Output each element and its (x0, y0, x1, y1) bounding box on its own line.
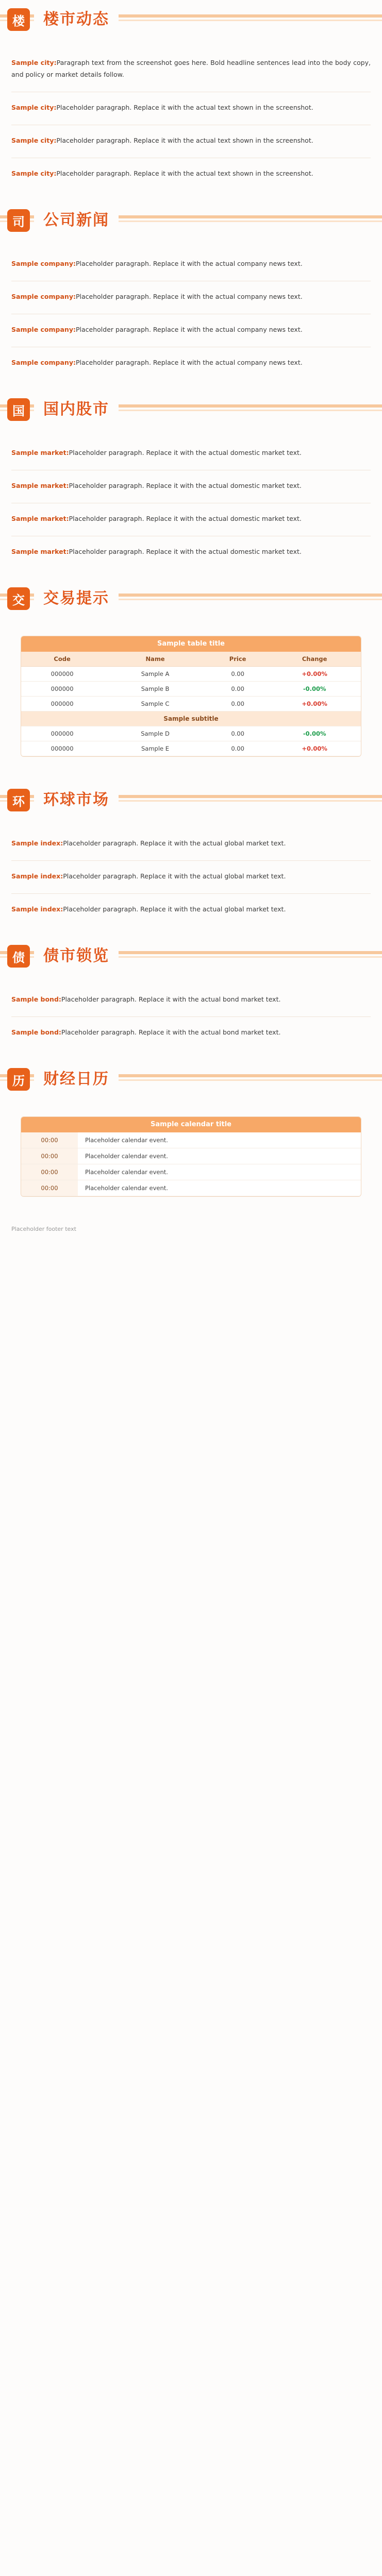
news-lead: Sample company: (11, 260, 76, 267)
calendar-event: Placeholder calendar event. (85, 1137, 168, 1144)
calendar-icon (7, 1068, 30, 1091)
section-title: 债市锁览 (34, 944, 119, 969)
calendar-time: 00:00 (21, 1132, 78, 1148)
news-paragraph (11, 546, 371, 557)
section-trading-tips (0, 579, 382, 781)
news-item (0, 1026, 382, 1047)
news-item (0, 480, 382, 501)
news-body: Placeholder paragraph. Replace it with the actual global market text. (63, 872, 286, 880)
calendar-event: Placeholder calendar event. (85, 1168, 168, 1176)
news-lead: Sample company: (11, 359, 76, 366)
company-icon (7, 209, 30, 232)
news-item (0, 903, 382, 924)
section-header (0, 937, 382, 986)
news-lead: Sample market: (11, 548, 69, 555)
badge-glyph: 债 (12, 950, 25, 965)
column-header: Code (21, 652, 103, 667)
calendar-event: Placeholder calendar event. (85, 1184, 168, 1192)
news-body: Placeholder paragraph. Replace it with the actual global market text. (63, 839, 286, 847)
news-paragraph (11, 101, 371, 113)
section-1 (0, 201, 382, 390)
news-body: Placeholder paragraph. Replace it with the actual company news text. (75, 293, 303, 300)
calendar-row (21, 1164, 361, 1180)
column-header: Name (103, 652, 207, 667)
news-lead: Sample city: (11, 104, 57, 111)
column-header: Price (207, 652, 268, 667)
section-title: 财经日历 (34, 1067, 119, 1092)
table-title: Sample table title (21, 636, 361, 652)
news-body: Placeholder paragraph. Replace it with the actual company news text. (75, 359, 303, 366)
globe-icon (7, 789, 30, 811)
news-lead: Sample market: (11, 449, 69, 456)
news-paragraph (11, 513, 371, 524)
calendar-event: Placeholder calendar event. (85, 1153, 168, 1160)
news-body: Placeholder paragraph. Replace it with the actual global market text. (63, 905, 286, 913)
section-header (0, 390, 382, 439)
badge-glyph: 司 (12, 214, 25, 229)
chart-icon (7, 587, 30, 610)
bond-icon (7, 945, 30, 968)
news-paragraph (11, 903, 371, 915)
news-item (0, 993, 382, 1014)
section-header (0, 201, 382, 250)
news-paragraph (11, 291, 371, 302)
section-title: 国内股市 (34, 397, 119, 422)
news-lead: Sample market: (11, 515, 69, 522)
stock-name: Sample A (103, 667, 207, 682)
section-header (0, 0, 382, 49)
news-body: Placeholder paragraph. Replace it with the actual bond market text. (61, 995, 281, 1003)
news-item (0, 258, 382, 279)
stock-table (21, 636, 361, 757)
news-paragraph (11, 447, 371, 459)
news-item (0, 101, 382, 123)
news-item (0, 546, 382, 567)
badge-glyph: 环 (12, 794, 25, 809)
news-lead: Sample market: (11, 482, 69, 489)
badge-glyph: 国 (12, 403, 25, 418)
news-body: Placeholder paragraph. Replace it with the actual text shown in the screenshot. (56, 104, 313, 111)
table-row (21, 726, 361, 741)
news-body: Paragraph text from the screenshot goes here. Bold headline sentences lead into the body copy, and policy or market details follow. (11, 59, 371, 78)
item-divider (11, 860, 371, 861)
news-body: Placeholder paragraph. Replace it with the actual company news text. (75, 260, 303, 267)
news-paragraph (11, 993, 371, 1005)
section-header (0, 781, 382, 830)
stock-code: 000000 (21, 682, 103, 697)
calendar-time: 00:00 (21, 1180, 78, 1196)
item-divider (11, 1016, 371, 1017)
stock-price: 0.00 (207, 697, 268, 711)
calendar-time: 00:00 (21, 1148, 78, 1164)
stock-change: -0.00% (268, 726, 361, 741)
flag-icon (7, 398, 30, 421)
stock-price: 0.00 (207, 682, 268, 697)
column-header: Change (268, 652, 361, 667)
calendar-row (21, 1132, 361, 1148)
table-row (21, 741, 361, 756)
news-body: Placeholder paragraph. Replace it with the actual domestic market text. (69, 548, 302, 555)
calendar-row (21, 1148, 361, 1164)
stock-name: Sample C (103, 697, 207, 711)
news-paragraph (11, 837, 371, 849)
news-lead: Sample bond: (11, 1028, 61, 1036)
news-item (0, 167, 382, 189)
section-financial-calendar (0, 1060, 382, 1221)
news-lead: Sample index: (11, 872, 63, 880)
stock-code: 000000 (21, 726, 103, 741)
stock-change: -0.00% (268, 682, 361, 697)
calendar-time: 00:00 (21, 1164, 78, 1180)
news-item (0, 837, 382, 858)
news-item (0, 513, 382, 534)
news-item (0, 357, 382, 378)
table-header-row (21, 652, 361, 667)
news-paragraph (11, 357, 371, 368)
calendar-row (21, 1180, 361, 1196)
news-body: Placeholder paragraph. Replace it with the actual text shown in the screenshot. (56, 170, 313, 177)
stock-code: 000000 (21, 697, 103, 711)
stock-price: 0.00 (207, 667, 268, 682)
news-paragraph (11, 870, 371, 882)
news-item (0, 134, 382, 156)
stock-code: 000000 (21, 741, 103, 756)
news-item (0, 291, 382, 312)
news-paragraph (11, 480, 371, 492)
news-lead: Sample city: (11, 170, 57, 177)
stock-change: +0.00% (268, 667, 361, 682)
table-sub-row (21, 711, 361, 726)
table-row (21, 697, 361, 711)
news-lead: Sample city: (11, 59, 57, 66)
section-header (0, 579, 382, 629)
section-header (0, 1060, 382, 1109)
table-row (21, 682, 361, 697)
news-paragraph (11, 134, 371, 146)
building-icon (7, 8, 30, 31)
stock-name: Sample D (103, 726, 207, 741)
section-title: 楼市动态 (34, 7, 119, 32)
section-bond-market (0, 937, 382, 1060)
section-title: 环球市场 (34, 788, 119, 812)
news-paragraph (11, 324, 371, 335)
news-body: Placeholder paragraph. Replace it with the actual domestic market text. (69, 515, 302, 522)
table-subtitle: Sample subtitle (21, 711, 361, 726)
news-body: Placeholder paragraph. Replace it with the actual company news text. (75, 326, 303, 333)
badge-glyph: 历 (12, 1073, 25, 1088)
badge-glyph: 交 (12, 592, 25, 607)
stock-price: 0.00 (207, 741, 268, 756)
stock-price: 0.00 (207, 726, 268, 741)
stock-name: Sample B (103, 682, 207, 697)
stock-change: +0.00% (268, 697, 361, 711)
news-paragraph (11, 258, 371, 269)
section-2 (0, 390, 382, 579)
news-lead: Sample company: (11, 293, 76, 300)
news-lead: Sample index: (11, 905, 63, 913)
stock-name: Sample E (103, 741, 207, 756)
news-item (0, 324, 382, 345)
news-lead: Sample bond: (11, 995, 61, 1003)
news-item (0, 447, 382, 468)
stock-code: 000000 (21, 667, 103, 682)
news-body: Placeholder paragraph. Replace it with the actual text shown in the screenshot. (56, 137, 313, 144)
stock-change: +0.00% (268, 741, 361, 756)
table-grid (21, 652, 361, 756)
section-title: 公司新闻 (34, 208, 119, 233)
news-item (0, 57, 382, 90)
calendar-title: Sample calendar title (21, 1117, 361, 1132)
footer: Placeholder footer text (11, 1226, 76, 1232)
news-lead: Sample company: (11, 326, 76, 333)
section-global-markets (0, 781, 382, 937)
calendar-table (21, 1116, 361, 1197)
news-paragraph (11, 167, 371, 179)
newsletter-content (0, 0, 382, 1221)
news-body: Placeholder paragraph. Replace it with the actual domestic market text. (69, 482, 302, 489)
section-title: 交易提示 (34, 586, 119, 611)
news-paragraph (11, 57, 371, 80)
news-body: Placeholder paragraph. Replace it with the actual bond market text. (61, 1028, 281, 1036)
news-lead: Sample index: (11, 839, 63, 847)
news-body: Placeholder paragraph. Replace it with the actual domestic market text. (69, 449, 302, 456)
news-lead: Sample city: (11, 137, 57, 144)
table-row (21, 667, 361, 682)
section-0 (0, 0, 382, 201)
news-item (0, 870, 382, 891)
news-paragraph (11, 1026, 371, 1038)
badge-glyph: 楼 (12, 13, 25, 28)
item-divider (11, 893, 371, 894)
